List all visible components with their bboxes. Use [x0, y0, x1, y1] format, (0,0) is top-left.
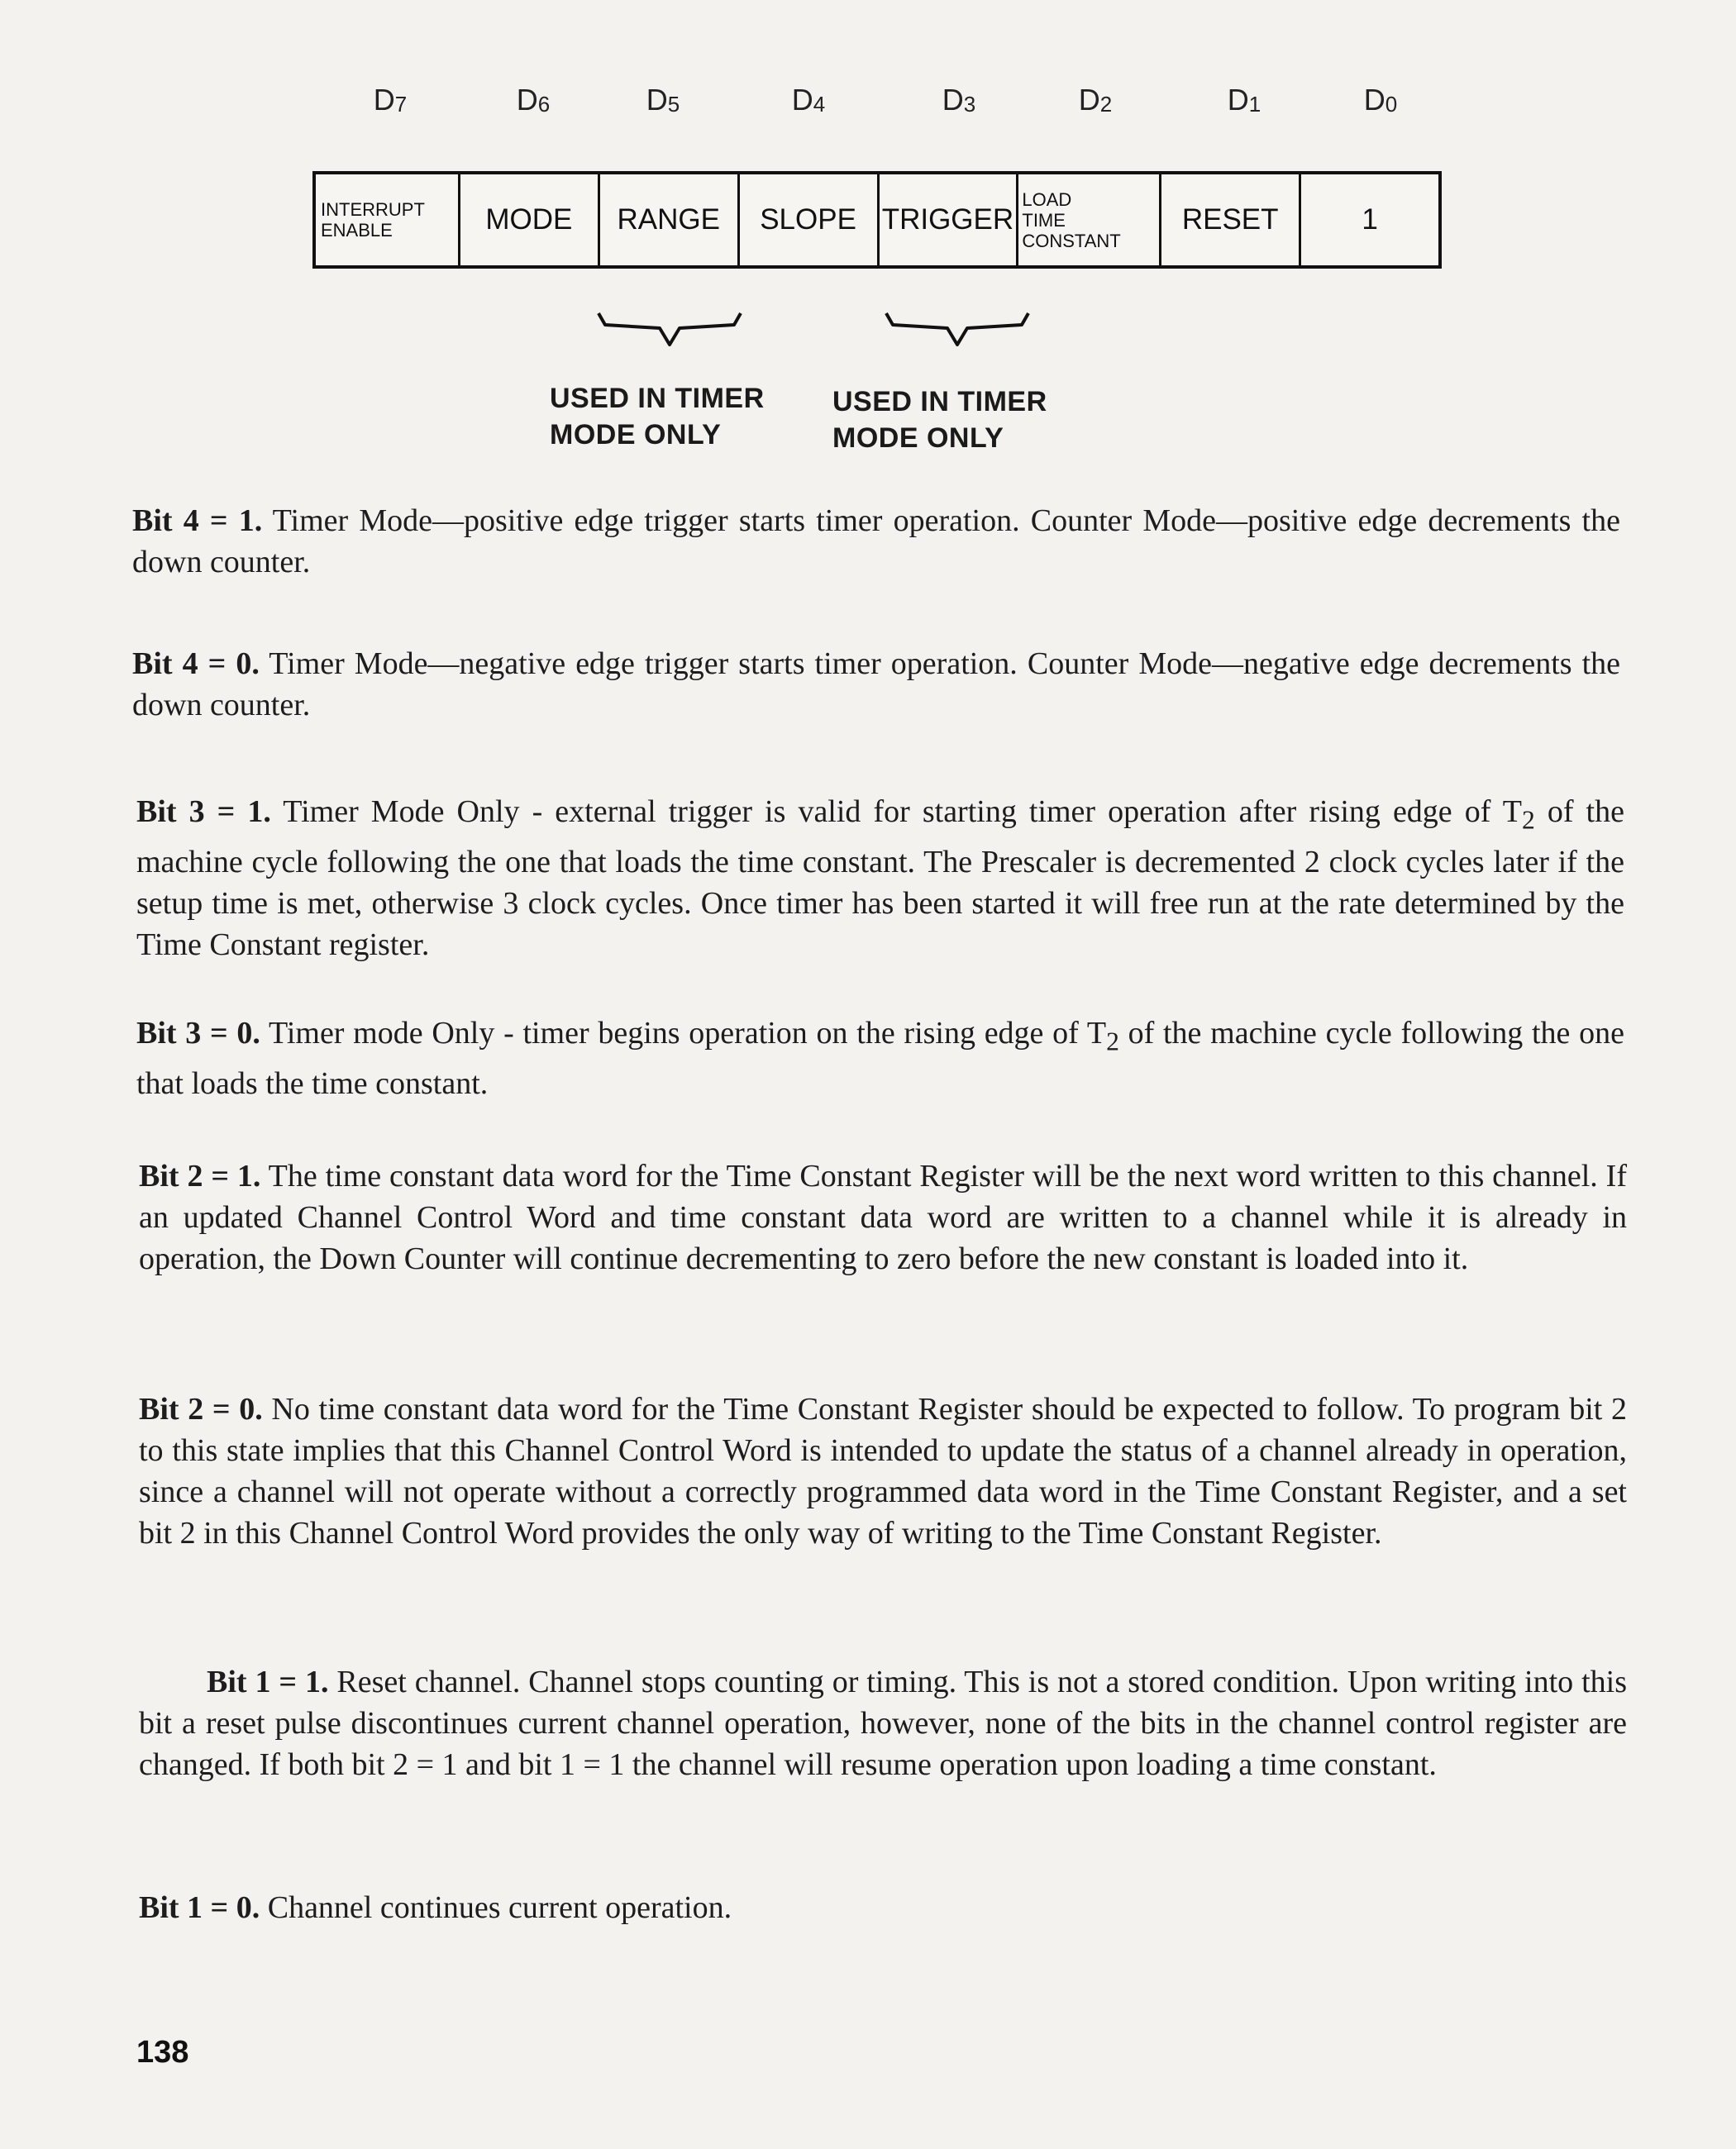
bit-label-d1	[1195, 83, 1294, 117]
bit-label-base: D	[373, 83, 395, 117]
paragraph-text: Timer mode Only - timer begins operation on the rising edge of T	[260, 1016, 1107, 1051]
paragraph-label: Bit 4 = 1.	[132, 503, 263, 538]
field-interrupt-enable	[316, 174, 460, 265]
bit-label-sub: 5	[667, 92, 680, 117]
field-trigger-text: TRIGGER	[881, 203, 1014, 236]
field-text-line: TIME	[1022, 209, 1066, 231]
bit-label-base: D	[1363, 83, 1385, 117]
note-line: MODE ONLY	[550, 419, 722, 450]
note-range-timer-only	[550, 380, 814, 453]
bit-label-base: D	[1227, 83, 1249, 117]
field-reset	[1161, 174, 1301, 265]
field-trigger	[880, 174, 1019, 265]
bit-label-base: D	[646, 83, 668, 117]
bit-label-d7	[341, 83, 440, 117]
paragraph-bit3-0	[136, 1013, 1624, 1104]
field-load-time-constant-text	[1022, 189, 1120, 251]
bit-label-d0	[1331, 83, 1430, 117]
field-mode-text: MODE	[485, 203, 573, 236]
bit-label-sub: 6	[537, 92, 551, 117]
bit-label-sub: 2	[1099, 92, 1113, 117]
paragraph-label: Bit 2 = 1.	[139, 1159, 261, 1194]
control-word-register	[312, 171, 1442, 269]
brace-range	[595, 310, 744, 351]
paragraph-label: Bit 3 = 0.	[136, 1016, 260, 1051]
paragraph-bit2-1	[139, 1156, 1627, 1279]
field-d0-text: 1	[1362, 203, 1378, 236]
field-d0	[1301, 174, 1438, 265]
field-range-text: RANGE	[617, 203, 720, 236]
paragraph-text: Reset channel. Channel stops counting or timing. This is not a stored condition. Upon writing into this bit a reset pulse discontinues current channel operation, however, none of the bits in the channel control register are changed. If both bit 2 = 1 and bit 1 = 1 the channel will resume operation upon loading a time constant.	[139, 1665, 1627, 1782]
page-number: 138	[136, 2035, 189, 2070]
subscript: 2	[1521, 805, 1535, 835]
note-trigger-timer-only	[832, 384, 1097, 456]
bit-label-d4	[759, 83, 858, 117]
field-text-line: LOAD	[1022, 188, 1072, 210]
brace-trigger	[883, 310, 1032, 351]
paragraph-label: Bit 2 = 0.	[139, 1392, 263, 1427]
field-slope	[740, 174, 880, 265]
field-text-line: ENABLE	[321, 220, 393, 241]
paragraph-bit2-0	[139, 1389, 1627, 1554]
paragraph-text: No time constant data word for the Time Constant Register should be expected to follow. To program bit 2 to this state implies that this Channel Control Word is intended to update the status of a channel already in operation, since a channel will not operate without a correctly programmed data word in the Time Constant Register, and a set bit 2 in this Channel Control Word provides the only way of writing to the Time Constant Register.	[139, 1392, 1627, 1551]
paragraph-text: Timer Mode—positive edge trigger starts timer operation. Counter Mode—positive edge decrements the down counter.	[132, 503, 1620, 579]
bit-label-sub: 0	[1385, 92, 1398, 117]
paragraph-text: of the machine cycle following the one that loads the time constant.	[136, 1016, 1624, 1101]
field-reset-text: RESET	[1181, 203, 1279, 236]
paragraph-text: Timer Mode—negative edge trigger starts timer operation. Counter Mode—negative edge decrements the down counter.	[132, 646, 1621, 722]
bit-label-base: D	[516, 83, 538, 117]
field-range	[600, 174, 740, 265]
bit-label-sub: 7	[394, 92, 408, 117]
paragraph-label: Bit 1 = 0.	[139, 1890, 260, 1925]
bit-label-d6	[484, 83, 583, 117]
bit-label-base: D	[1078, 83, 1100, 117]
paragraph-bit4-1	[132, 500, 1620, 583]
bit-label-d3	[909, 83, 1009, 117]
paragraph-label: Bit 4 = 0.	[132, 646, 260, 681]
field-slope-text: SLOPE	[760, 203, 856, 236]
field-text-line: INTERRUPT	[321, 199, 425, 220]
paragraph-label: Bit 3 = 1.	[136, 794, 271, 829]
bit-label-sub: 1	[1248, 92, 1261, 117]
paragraph-text: The time constant data word for the Time Constant Register will be the next word written to this channel. If an updated Channel Control Word and time constant data word are written to a channel while it is already in operation, the Down Counter will continue decrementing to zero before the new constant is loaded into it.	[139, 1159, 1627, 1276]
paragraph-text: Timer Mode Only - external trigger is valid for starting timer operation after rising edge of T	[270, 794, 1522, 829]
paragraph-bit1-0	[139, 1887, 1627, 1928]
paragraph-bit4-0	[132, 643, 1620, 726]
paragraph-text: of the machine cycle following the one that loads the time constant. The Prescaler is decremented 2 clock cycles later if the setup time is met, otherwise 3 clock cycles. Once timer has been started it will free run at the rate determined by the Time Constant register.	[136, 794, 1624, 962]
field-text-line: CONSTANT	[1022, 230, 1121, 251]
paragraph-bit3-1	[136, 791, 1624, 965]
paragraph-bit1-1	[139, 1661, 1627, 1785]
subscript: 2	[1106, 1027, 1119, 1056]
bit-label-base: D	[791, 83, 813, 117]
bit-label-d2	[1046, 83, 1145, 117]
note-line: MODE ONLY	[832, 422, 1004, 454]
paragraph-label: Bit 1 = 1.	[207, 1665, 329, 1699]
bit-label-sub: 4	[813, 92, 826, 117]
field-interrupt-enable-text	[321, 199, 425, 241]
bit-label-d5	[613, 83, 713, 117]
bit-label-base: D	[942, 83, 964, 117]
field-mode	[460, 174, 600, 265]
paragraph-text: Channel continues current operation.	[260, 1890, 732, 1925]
bit-label-sub: 3	[963, 92, 976, 117]
note-line: USED IN TIMER	[550, 383, 765, 414]
field-load-time-constant	[1018, 174, 1161, 265]
note-line: USED IN TIMER	[832, 386, 1047, 417]
